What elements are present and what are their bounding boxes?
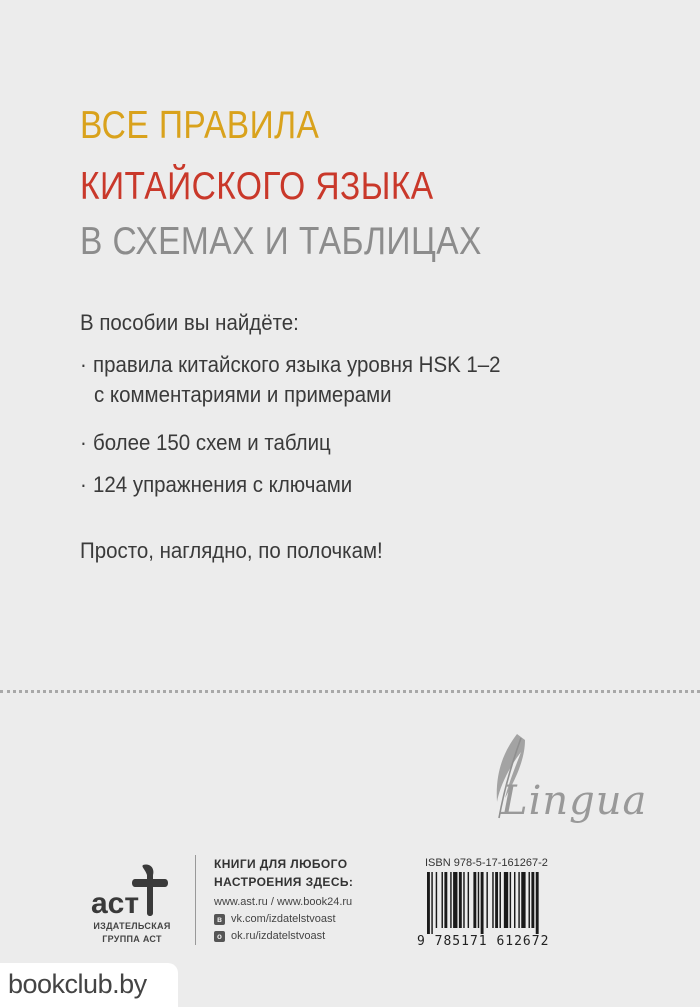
bullet-text: 124 упражнения с ключами [93,472,353,497]
barcode-bar [504,872,508,928]
barcode-bar [468,872,469,928]
ast-logo-icon [85,855,175,945]
barcode-bar [459,872,462,928]
bullet-dot: · [80,352,87,377]
isbn-text: ISBN 978-5-17-161267-2 [425,857,548,869]
slogan-text: Просто, наглядно, по полочкам! [80,538,383,563]
site-link[interactable]: www.ast.ru / www.book24.ru [214,896,353,908]
lingua-logo [455,730,648,830]
books-heading-line: НАСТРОЕНИЯ ЗДЕСЬ: [214,875,354,889]
barcode-bar [442,872,443,928]
title-line-2: КИТАЙСКОГО ЯЗЫКА [80,165,434,208]
barcode-bar [453,872,457,928]
vk-icon: в [214,914,225,925]
barcode-bar [478,872,479,928]
intro-text: В пособии вы найдёте: [80,310,299,335]
barcode-bar [431,872,432,934]
barcode-bar [444,872,447,928]
dotted-divider [0,690,700,693]
barcode-bar [486,872,487,928]
barcode-bar [531,872,534,928]
barcode-bar [536,872,539,934]
barcode-icon [425,872,585,934]
books-heading-line: КНИГИ ДЛЯ ЛЮБОГО [214,857,348,871]
barcode-bar [529,872,530,928]
bullet-item [80,352,501,378]
bullet-text: более 150 схем и таблиц [93,430,331,455]
barcode-bar [514,872,515,928]
barcode-bar [436,872,437,928]
publisher-caption-line: ИЗДАТЕЛЬСКАЯ [93,921,171,931]
ok-link[interactable]: ok.ru/izdatelstvoast [231,930,326,942]
bullet-text: с комментариями и примерами [94,382,392,407]
ok-icon: о [214,931,225,942]
bullet-item [80,430,331,456]
barcode-number: 9 785171 612672 [417,934,550,949]
watermark-text: bookclub.by [8,969,147,999]
publisher-caption-line: ГРУППА АСТ [102,934,162,944]
title-line-1: ВСЕ ПРАВИЛА [80,104,320,147]
bullet-item [80,472,352,498]
barcode-bar [521,872,525,928]
barcode-bar [500,872,501,928]
bullet-dot: · [80,430,87,455]
barcode-bar [463,872,464,928]
watermark [0,963,178,1007]
barcode-bar [450,872,451,928]
barcode-bar [481,872,484,934]
lingua-text: Lingua [501,778,648,824]
barcode-bar [427,872,430,934]
bullet-continuation [94,382,392,408]
barcode-bar [510,872,511,928]
barcode-bar [473,872,476,928]
barcode-bar [492,872,493,928]
barcode-bar [518,872,519,928]
bullet-text: правила китайского языка уровня HSK 1–2 [93,352,501,377]
barcode-bar [495,872,498,928]
bullet-dot: · [80,472,87,497]
title-line-3: В СХЕМАХ И ТАБЛИЦАХ [80,220,482,263]
vertical-separator [195,855,196,945]
ast-logo-text: аст [91,887,140,920]
vk-link[interactable]: vk.com/izdatelstvoast [231,913,336,925]
